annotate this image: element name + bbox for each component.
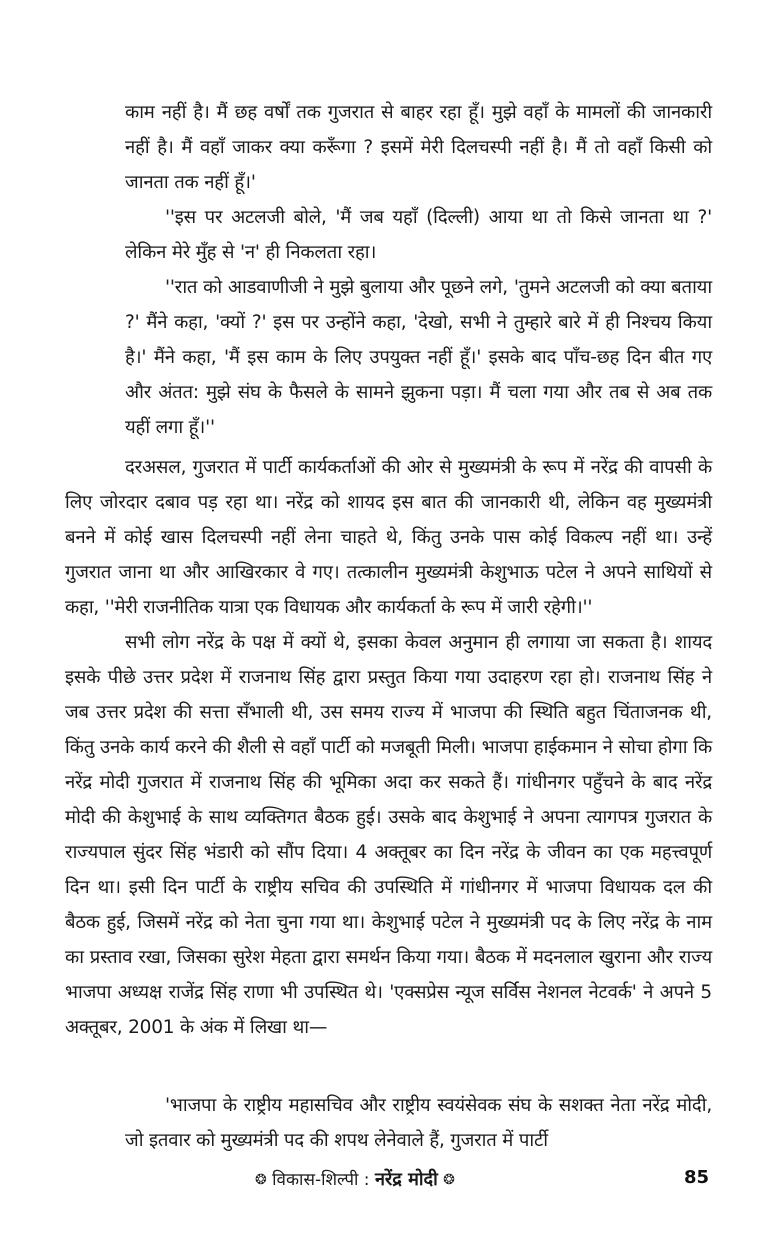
flower-ornament-icon: ❂ — [255, 1172, 267, 1188]
page-footer — [0, 1163, 781, 1203]
newspaper-quote-block — [125, 1088, 712, 1158]
book-subject: नरेंद्र मोदी — [374, 1169, 438, 1190]
page-number: 85 — [684, 1167, 710, 1188]
quote-paragraph: ''इस पर अटलजी बोले, 'मैं जब यहाँ (दिल्ली) आया था तो किसे जानता था ?' लेकिन मेरे मुँह से 'न' ही निकलता रहा। — [125, 207, 712, 263]
quote-paragraph: 'भाजपा के राष्ट्रीय महासचिव और राष्ट्रीय स्वयंसेवक संघ के सशक्त नेता नरेंद्र मोदी, जो इतवार को मुख्यमंत्री पद की शपथ लेनेवाले हैं, गुजरात में पार्टी — [125, 1095, 712, 1151]
main-text-block — [65, 450, 712, 1045]
body-paragraph: दरअसल, गुजरात में पार्टी कार्यकर्ताओं की ओर से मुख्यमंत्री के रूप में नरेंद्र की वापसी के लिए जोरदार दबाव पड़ रहा था। नरेंद्र को शायद इस बात की जानकारी थी, लेकिन वह मुख्यमंत्री बनने में कोई खास दिलचस्पी नहीं लेना चाहते थे, किंतु उनके पास कोई विकल्प नहीं था। उन्हें गुजरात जाना था और आखिरकार वे गए। तत्कालीन मुख्यमंत्री केशुभाऊ पटेल ने अपने साथियों से कहा, ''मेरी राजनीतिक यात्रा एक विधायक और कार्यकर्ता के रूप में जारी रहेगी।'' — [65, 457, 712, 618]
quote-paragraph: ''रात को आडवाणीजी ने मुझे बुलाया और पूछने लगे, 'तुमने अटलजी को क्या बताया ?' मैंने कहा, 'क्यों ?' इस पर उन्होंने कहा, 'देखो, सभी ने तुम्हारे बारे में ही निश्चय किया है।' मैंने कहा, 'मैं इस काम के लिए उपयुक्त नहीं हूँ।' इसके बाद पाँच-छह दिन बीत गए और अंतत: मुझे संघ के फैसले के सामने झुकना पड़ा। मैं चला गया और तब से अब तक यहीं लगा हूँ।'' — [125, 277, 712, 438]
quote-paragraph: काम नहीं है। मैं छह वर्षों तक गुजरात से बाहर रहा हूँ। मुझे वहाँ के मामलों की जानकारी नहीं है। मैं वहाँ जाकर क्या करूँगा ? इसमें मेरी दिलचस्पी नहीं है। मैं तो वहाँ किसी को जानता तक नहीं हूँ।' — [125, 102, 712, 193]
body-paragraph: सभी लोग नरेंद्र के पक्ष में क्यों थे, इसका केवल अनुमान ही लगाया जा सकता है। शायद इसके पीछे उत्तर प्रदेश में राजनाथ सिंह द्वारा प्रस्तुत किया गया उदाहरण रहा हो। राजनाथ सिंह ने जब उत्तर प्रदेश की सत्ता सँभाली थी, उस समय राज्य में भाजपा की स्थिति बहुत चिंताजनक थी, किंतु उनके कार्य करने की शैली से वहाँ पार्टी को मजबूती मिली। भाजपा हाईकमान ने सोचा होगा कि नरेंद्र मोदी गुजरात में राजनाथ सिंह की भूमिका अदा कर सकते हैं। गांधीनगर पहुँचने के बाद नरेंद्र मोदी की केशुभाई के साथ व्यक्तिगत बैठक हुई। उसके बाद केशुभाई ने अपना त्यागपत्र गुजरात के राज्यपाल सुंदर सिंह भंडारी को सौंप दिया। 4 अक्तूबर का दिन नरेंद्र के जीवन का एक महत्त्वपूर्ण दिन था। इसी दिन पार्टी के राष्ट्रीय सचिव की उपस्थिति में गांधीनगर में भाजपा विधायक दल की बैठक हुई, जिसमें नरेंद्र को नेता चुना गया था। केशुभाई पटेल ने मुख्यमंत्री पद के लिए नरेंद्र के नाम का प्रस्ताव रखा, जिसका सुरेश मेहता द्वारा समर्थन किया गया। बैठक में मदनलाल खुराना और राज्य भाजपा अध्यक्ष राजेंद्र सिंह राणा भी उपस्थित थे। 'एक्सप्रेस न्यूज सर्विस नेशनल नेटवर्क' ने अपने 5 अक्तूबर, 2001 के अंक में लिखा था— — [65, 632, 713, 1038]
book-title: विकास-शिल्पी : — [272, 1170, 370, 1190]
flower-ornament-icon: ❂ — [443, 1172, 455, 1188]
running-footer-title — [255, 1167, 455, 1191]
interview-quote-block — [125, 95, 712, 445]
